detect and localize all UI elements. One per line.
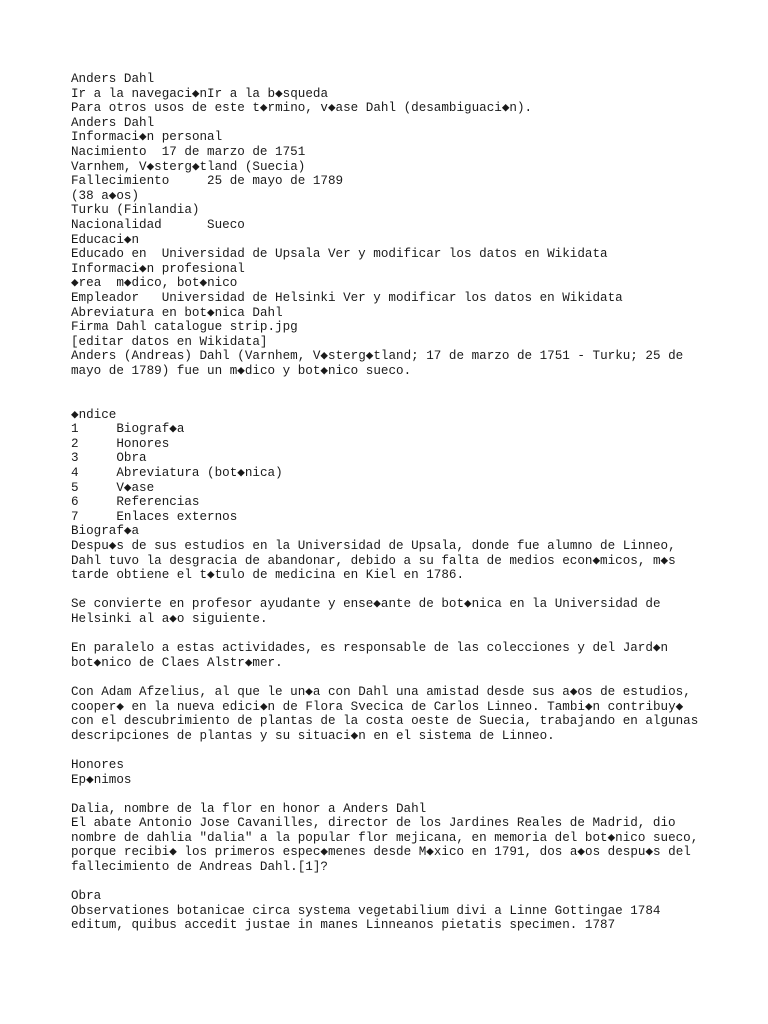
text-line: con el descubrimiento de plantas de la costa oeste de Suecia, trabajando en algunas	[71, 714, 699, 729]
text-line: Fallecimiento 25 de mayo de 1789	[71, 174, 344, 189]
document-body	[71, 72, 751, 933]
text-line: tarde obtiene el t◆tulo de medicina en Kiel en 1786.	[71, 568, 465, 583]
blank-line	[71, 627, 751, 642]
blank-line	[71, 583, 751, 598]
text-line: 7 Enlaces externos	[71, 509, 238, 524]
text-line: En paralelo a estas actividades, es responsable de las colecciones y del Jard◆n	[71, 641, 669, 656]
text-line: Ir a la navegaci◆nIr a la b◆squeda	[71, 86, 329, 101]
text-line: Obra	[71, 889, 102, 904]
text-line: Firma Dahl catalogue strip.jpg	[71, 320, 298, 335]
blank-line	[71, 670, 751, 685]
text-line: Educado en Universidad de Upsala Ver y modificar los datos en Wikidata	[71, 247, 608, 262]
text-line: Turku (Finlandia)	[71, 203, 200, 218]
text-line: Informaci◆n personal	[71, 130, 223, 145]
text-line: editum, quibus accedit justae in manes Linneanos pietatis specimen. 1787	[71, 918, 616, 933]
text-line: Anders Dahl	[71, 72, 155, 86]
text-line: Educaci◆n	[71, 232, 140, 247]
text-line: descripciones de plantas y su situaci◆n en el sistema de Linneo.	[71, 728, 555, 743]
text-line: porque recibi◆ los primeros espec◆menes desde M◆xico en 1791, dos a◆os despu◆s del	[71, 845, 691, 860]
text-line: 6 Referencias	[71, 495, 200, 510]
blank-line	[71, 393, 751, 408]
text-line: fallecimiento de Andreas Dahl.[1]?	[71, 860, 328, 875]
blank-line	[71, 743, 751, 758]
text-line: Ep◆nimos	[71, 772, 132, 787]
text-line: 5 V◆ase	[71, 480, 155, 495]
text-line: ◆ndice	[71, 407, 117, 422]
text-line: Nacimiento 17 de marzo de 1751	[71, 144, 306, 159]
blank-line	[71, 787, 751, 802]
text-line: 4 Abreviatura (bot◆nica)	[71, 466, 283, 481]
text-line: Honores	[71, 757, 124, 772]
text-line: [editar datos en Wikidata]	[71, 334, 268, 349]
text-line: cooper◆ en la nueva edici◆n de Flora Svecica de Carlos Linneo. Tambi◆n contribuy◆	[71, 699, 684, 714]
text-line: bot◆nico de Claes Alstr◆mer.	[71, 655, 283, 670]
text-line: nombre de dahlia "dalia" a la popular flor mejicana, en memoria del bot◆nico sueco,	[71, 830, 699, 845]
text-line: Para otros usos de este t◆rmino, v◆ase Dahl (desambiguaci◆n).	[71, 101, 533, 116]
blank-line	[71, 378, 751, 393]
text-line: 1 Biograf◆a	[71, 422, 185, 437]
text-line: Despu◆s de sus estudios en la Universidad de Upsala, donde fue alumno de Linneo,	[71, 539, 676, 553]
text-line: 3 Obra	[71, 451, 147, 466]
blank-line	[71, 875, 751, 890]
text-line: Abreviatura en bot◆nica Dahl	[71, 305, 283, 320]
text-line: Observationes botanicae circa systema vegetabilium divi a Linne Gottingae 1784	[71, 903, 661, 918]
text-line: Empleador Universidad de Helsinki Ver y modificar los datos en Wikidata	[71, 290, 623, 305]
text-line: Informaci◆n profesional	[71, 261, 245, 276]
text-line: Dahl tuvo la desgracia de abandonar, debido a su falta de medios econ◆micos, m◆s	[71, 553, 676, 568]
text-line: Nacionalidad Sueco	[71, 217, 245, 232]
text-line: Helsinki al a◆o siguiente.	[71, 611, 268, 626]
text-line: Con Adam Afzelius, al que le un◆a con Dahl una amistad desde sus a◆os de estudios,	[71, 684, 691, 699]
text-line: Biograf◆a	[71, 524, 140, 539]
text-line: Se convierte en profesor ayudante y ense◆ante de bot◆nica en la Universidad de	[71, 597, 661, 612]
text-line: 2 Honores	[71, 436, 170, 451]
text-line: Anders (Andreas) Dahl (Varnhem, V◆sterg◆tland; 17 de marzo de 1751 - Turku; 25 de	[71, 349, 684, 364]
text-line: (38 a◆os)	[71, 188, 140, 203]
text-line: Varnhem, V◆sterg◆tland (Suecia)	[71, 159, 306, 174]
text-line: Dalia, nombre de la flor en honor a Anders Dahl	[71, 801, 427, 816]
text-line: mayo de 1789) fue un m◆dico y bot◆nico sueco.	[71, 363, 412, 378]
text-line: Anders Dahl	[71, 115, 155, 130]
text-line: El abate Antonio Jose Cavanilles, director de los Jardines Reales de Madrid, dio	[71, 816, 676, 831]
text-line: ◆rea m◆dico, bot◆nico	[71, 276, 238, 291]
